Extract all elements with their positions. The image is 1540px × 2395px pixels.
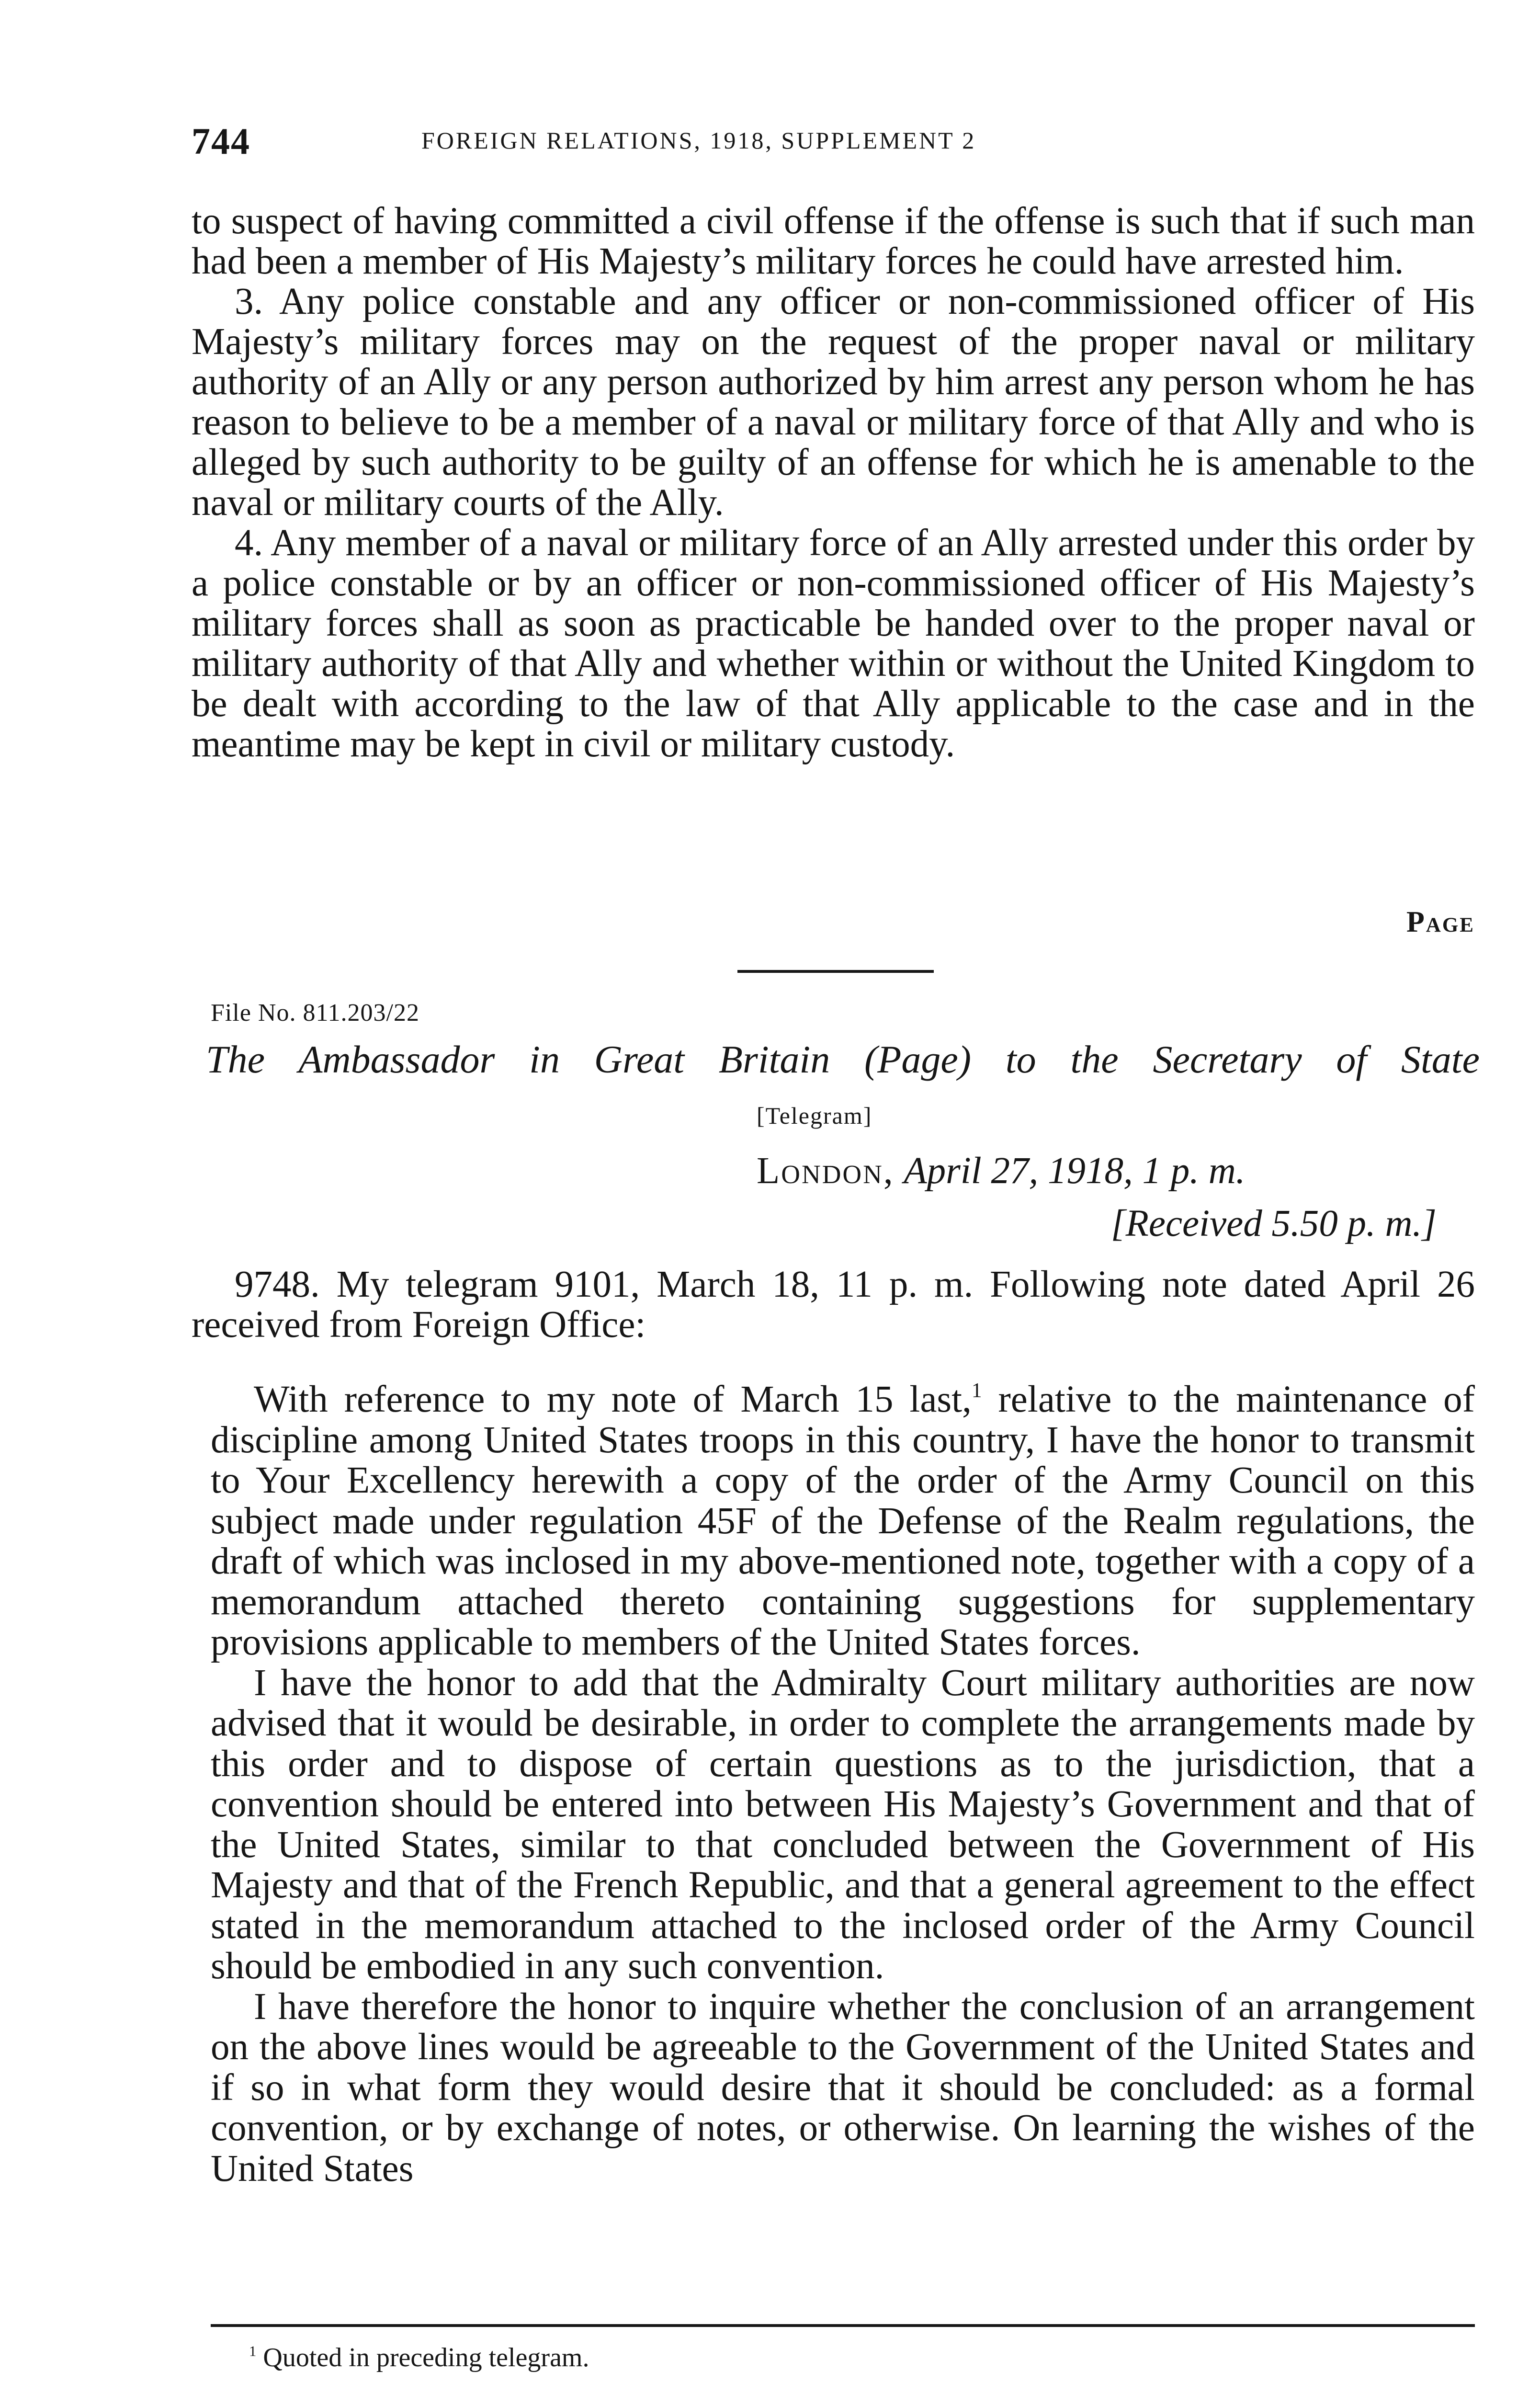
section-divider: [737, 970, 934, 973]
quoted-paragraph-1-rest: relative to the maintenance of discipline among United States troops in this country, I have the honor to transmit to Your Excellency herewith a copy of the order of the Army Council on this subject made under regulation 45F of the Defense of the Realm regulations, the draft of which was inclosed in my above-mentioned note, together with a copy of a memorandum attached thereto containing suggestions for supplementary provisions applicable to members of the United States forces.: [211, 1379, 1475, 1663]
quoted-paragraph-3: I have therefore the honor to inquire whether the conclusion of an arrangement on the above lines would be agreeable to the Government of the United States and if so in what form they would desire that it should be concluded: as a formal convention, or by exchange of notes, or otherwise. On learning the wishes of the United States: [211, 1985, 1475, 2190]
page-header: [192, 120, 1484, 177]
dateline-place: London,: [757, 1150, 895, 1192]
continuation-paragraph: to suspect of having committed a civil offense if the offense is such that if such man had been a member of His Majesty’s military forces he could have arrested him.: [192, 200, 1475, 282]
quoted-note: [211, 1380, 1475, 2189]
order-clause-3: 3. Any police constable and any officer or non-commissioned officer of His Majesty’s military forces may on the request of the proper naval or military authority of an Ally or any person authorized by him arrest any person whom he has reason to believe to be a member of a naval or military force of that Ally and who is alleged by such authority to be guilty of an offense for which he is amenable to the naval or military courts of the Ally.: [192, 281, 1475, 524]
telegram-opening: [192, 1265, 1475, 1345]
running-head: FOREIGN RELATIONS, 1918, SUPPLEMENT 2: [421, 127, 976, 154]
quoted-paragraph-1-start: With reference to my note of March 15 last,: [254, 1379, 972, 1420]
signature: Page: [1406, 906, 1475, 938]
order-clause-4: 4. Any member of a naval or military force of an Ally arrested under this order by a police constable or by an officer or non-commissioned officer of His Majesty’s military forces shall as soon as practicable be handed over to the proper naval or military authority of that Ally and whether within or without the United Kingdom to be dealt with according to the law of that Ally applicable to the case and in the meantime may be kept in civil or military custody.: [192, 522, 1475, 765]
footnote-marker: 1: [249, 2343, 257, 2360]
document-title: The Ambassador in Great Britain (Page) to the Secretary of State: [206, 1038, 1480, 1081]
footnote: [249, 2342, 589, 2373]
file-number: File No. 811.203/22: [211, 999, 419, 1026]
dateline: [757, 1150, 1246, 1193]
page-number: 744: [192, 120, 250, 162]
footnote-text: Quoted in preceding telegram.: [263, 2343, 589, 2372]
continuation-text: [192, 201, 1475, 764]
opening-paragraph: 9748. My telegram 9101, March 18, 11 p. m. Following note dated April 26 received from Foreign Office:: [192, 1264, 1475, 1346]
quoted-paragraph-2: I have the honor to add that the Admiralty Court military authorities are now advised that it would be desirable, in order to complete the arrangements made by this order and to dispose of certain questions as to the jurisdiction, that a convention should be entered into between His Majesty’s Government and that of the United States, similar to that concluded between the Government of His Majesty and that of the French Republic, and that a general agreement to the effect stated in the memorandum attached to the inclosed order of the Army Council should be embodied in any such convention.: [211, 1662, 1475, 1987]
dateline-date: April 27, 1918, 1 p. m.: [904, 1150, 1246, 1192]
quoted-paragraph-1: [211, 1380, 1475, 1663]
footnote-rule: [211, 2324, 1475, 2327]
received-time: [Received 5.50 p. m.]: [1110, 1203, 1437, 1244]
footnote-reference: 1: [971, 1379, 982, 1402]
document-type-note: [Telegram]: [757, 1102, 872, 1129]
